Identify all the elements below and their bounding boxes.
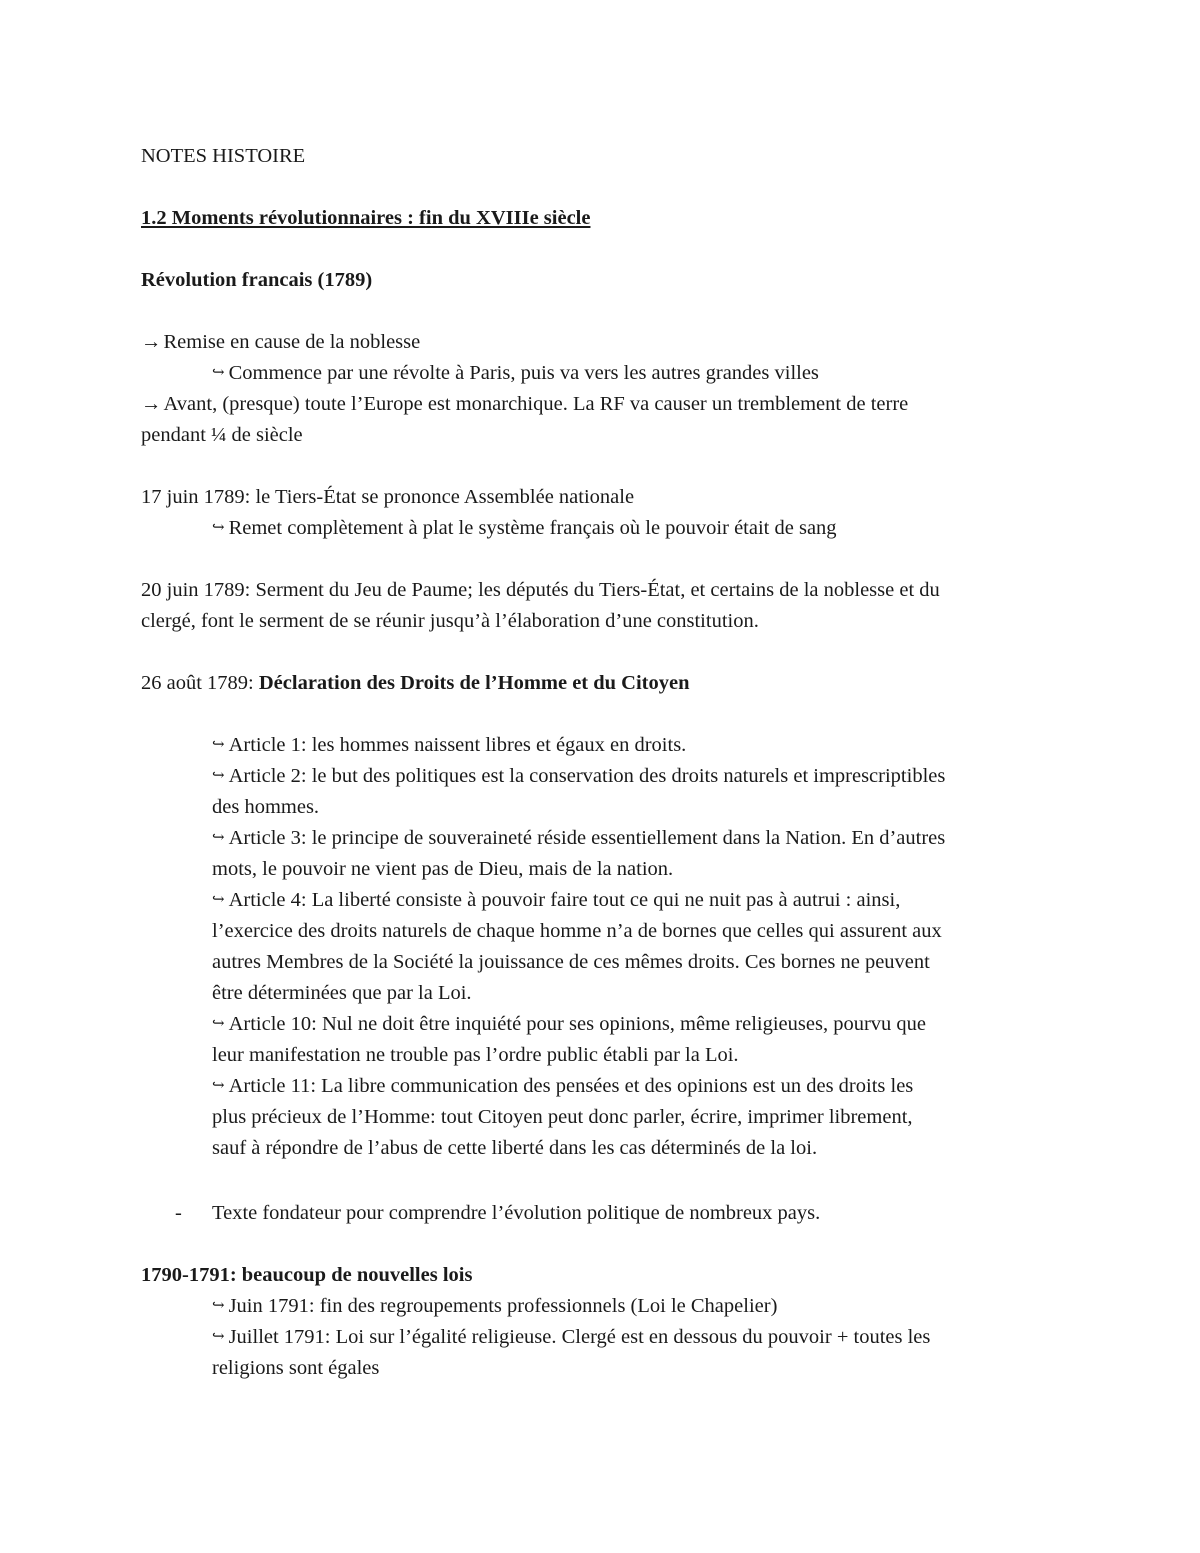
aug26-entry: 26 août 1789: Déclaration des Droits de l’Homme et du Citoyen — [141, 672, 690, 694]
article-4-cont: l’exercice des droits naturels de chaque homme n’a de bornes que celles qui assurent aux — [212, 920, 942, 942]
june17-entry: 17 juin 1789: le Tiers-État se prononce Assemblée nationale — [141, 486, 635, 508]
hook-arrow-icon: ↪ — [212, 365, 225, 381]
intro-point-2: →Avant, (presque) toute l’Europe est monarchique. La RF va causer un tremblement de terre — [141, 390, 908, 418]
article-4-cont: être déterminées que par la Loi. — [212, 982, 472, 1004]
article-4-cont: autres Membres de la Société la jouissance de ces mêmes droits. Ces bornes ne peuvent — [212, 951, 930, 973]
bullet-text: Texte fondateur pour comprendre l’évolution politique de nombreux pays. — [212, 1202, 821, 1224]
article-4: ↪ Article 4: La liberté consiste à pouvoir faire tout ce qui ne nuit pas à autrui : ainsi, — [212, 886, 900, 916]
june20-entry: 20 juin 1789: Serment du Jeu de Paume; les députés du Tiers-État, et certains de la noblesse et du — [141, 579, 940, 601]
hook-arrow-icon: ↪ — [212, 520, 225, 536]
hook-arrow-icon: ↪ — [212, 892, 225, 908]
arrow-icon: → — [141, 393, 162, 415]
article-10: ↪ Article 10: Nul ne doit être inquiété pour ses opinions, même religieuses, pourvu que — [212, 1010, 926, 1040]
article-11-cont: sauf à répondre de l’abus de cette liberté dans les cas déterminés de la loi. — [212, 1137, 818, 1159]
arrow-icon: → — [141, 331, 162, 353]
document-title: NOTES HISTOIRE — [141, 145, 306, 167]
hook-arrow-icon: ↪ — [212, 1329, 225, 1345]
hook-arrow-icon: ↪ — [212, 1016, 225, 1032]
hook-arrow-icon: ↪ — [212, 1078, 225, 1094]
intro-point-1: →Remise en cause de la noblesse — [141, 328, 420, 356]
article-3-cont: mots, le pouvoir ne vient pas de Dieu, mais de la nation. — [212, 858, 674, 880]
article-11: ↪ Article 11: La libre communication des pensées et des opinions est un des droits les — [212, 1072, 913, 1102]
declaration-title: Déclaration des Droits de l’Homme et du Citoyen — [258, 672, 690, 694]
law-item-2-cont: religions sont égales — [212, 1357, 380, 1379]
june20-entry-cont: clergé, font le serment de se réunir jusqu’à l’élaboration d’une constitution. — [141, 610, 759, 632]
hook-arrow-icon: ↪ — [212, 1298, 225, 1314]
revolution-heading: Révolution francais (1789) — [141, 269, 373, 291]
section-heading: 1.2 Moments révolutionnaires : fin du XVIIIe siècle — [141, 207, 591, 229]
bullet-dash: - — [175, 1202, 182, 1224]
laws-heading: 1790-1791: beaucoup de nouvelles lois — [141, 1264, 473, 1286]
article-10-cont: leur manifestation ne trouble pas l’ordre public établi par la Loi. — [212, 1044, 739, 1066]
hook-arrow-icon: ↪ — [212, 768, 225, 784]
article-3: ↪ Article 3: le principe de souveraineté réside essentiellement dans la Nation. En d’autres — [212, 824, 945, 854]
article-2-cont: des hommes. — [212, 796, 320, 818]
june17-sub: ↪ Remet complètement à plat le système français où le pouvoir était de sang — [212, 514, 837, 544]
article-11-cont: plus précieux de l’Homme: tout Citoyen peut donc parler, écrire, imprimer librement, — [212, 1106, 913, 1128]
intro-point-2-cont: pendant ¼ de siècle — [141, 424, 303, 446]
hook-arrow-icon: ↪ — [212, 737, 225, 753]
article-1: ↪ Article 1: les hommes naissent libres et égaux en droits. — [212, 731, 686, 761]
article-2: ↪ Article 2: le but des politiques est la conservation des droits naturels et imprescriptibles — [212, 762, 945, 792]
law-item-1: ↪ Juin 1791: fin des regroupements professionnels (Loi le Chapelier) — [212, 1292, 777, 1322]
intro-point-1-sub: ↪ Commence par une révolte à Paris, puis va vers les autres grandes villes — [212, 359, 819, 389]
law-item-2: ↪ Juillet 1791: Loi sur l’égalité religieuse. Clergé est en dessous du pouvoir + toutes les — [212, 1323, 930, 1353]
hook-arrow-icon: ↪ — [212, 830, 225, 846]
